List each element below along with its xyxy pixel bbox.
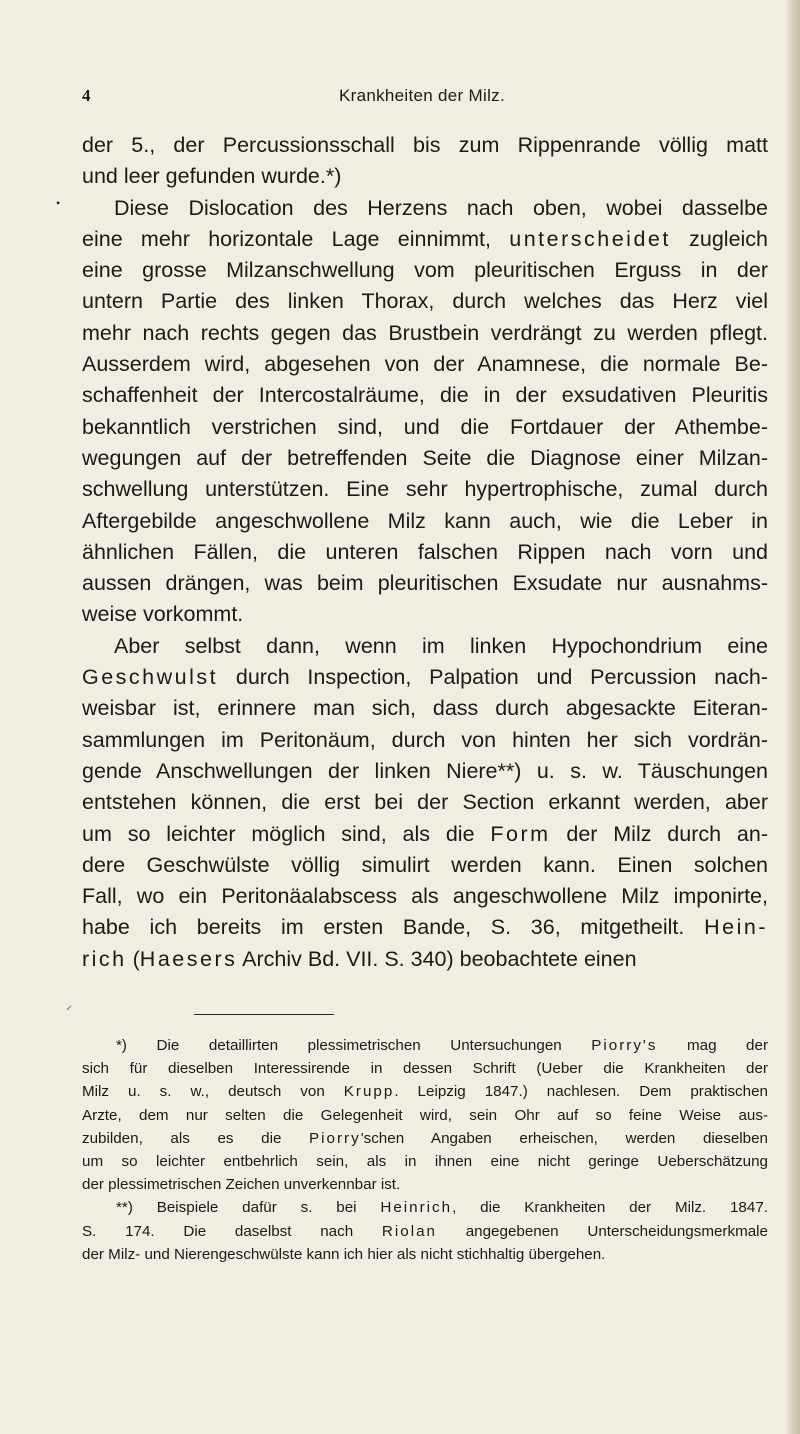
text-line (82, 787, 768, 818)
text-line (82, 693, 768, 724)
text-run: Fall, wo ein Peritonäalabscess als angeschwollene Milz imponirte, (82, 884, 768, 909)
text-run: eine mehr horizontale Lage einnimmt, (82, 226, 510, 251)
text-line (82, 193, 768, 224)
footnote-line (82, 1034, 768, 1057)
text-run: der Milz durch an- (550, 821, 768, 846)
text-line (82, 568, 768, 599)
text-run: mag der (657, 1037, 769, 1054)
text-line (82, 443, 768, 474)
text-run: Aftergebilde angeschwollene Milz kann auch, wie die Leber in (82, 508, 768, 533)
text-line (82, 255, 768, 286)
text-run: der 5., der Percussionsschall bis zum Rippenrande völlig matt (82, 133, 768, 157)
emphasis-spaced: Krupp (343, 1083, 395, 1101)
text-line (82, 599, 768, 630)
footnote-line (82, 1127, 768, 1150)
text-run: angegebenen Unterscheidungsmerkmale (436, 1222, 769, 1240)
text-run: Milz u. s. w., deutsch von (82, 1083, 344, 1101)
text-run: *) Die detaillirten plessimetrischen Untersuchungen (116, 1037, 592, 1054)
text-run: der plessimetrischen Zeichen unverkennbar ist. (82, 1176, 401, 1194)
footnote-separator (194, 1014, 334, 1015)
main-text (82, 130, 768, 975)
footnote-line (82, 1196, 768, 1219)
emphasis-spaced: rich (82, 946, 127, 971)
text-run: schwellung unterstützen. Eine sehr hypertrophische, zumal durch (82, 477, 768, 502)
footnote-line (82, 1150, 768, 1173)
text-run: sammlungen im Peritonäum, durch von hinten her sich vordrän- (82, 727, 768, 752)
text-run: entstehen können, die erst bei der Section erkannt werden, aber (82, 790, 768, 815)
text-run: schaffenheit der Intercostalräume, die in der exsudativen Pleuritis (82, 383, 768, 408)
text-run: Ausserdem wird, abgesehen von der Anamnese, die normale Be- (82, 352, 768, 377)
text-run: sich für dieselben Interessirende in dessen Schrift (Ueber die Krankheiten der (82, 1060, 768, 1078)
text-line (82, 130, 768, 161)
page-spine-edge (786, 0, 800, 1434)
text-line (82, 318, 768, 349)
text-run: der Milz- und Nierengeschwülste kann ich hier als nicht stichhaltig übergehen. (82, 1245, 606, 1263)
text-run: um so leichter entbehrlich sein, als in ihnen eine nicht geringe Ueberschätzung (82, 1153, 768, 1171)
text-run: habe ich bereits im ersten Bande, S. 36, mitgetheilt. (82, 915, 705, 940)
emphasis-spaced: Haesers (139, 946, 238, 971)
emphasis-spaced: Heinrich (380, 1199, 453, 1217)
text-line (82, 631, 768, 662)
emphasis-spaced: Geschwulst (82, 665, 219, 690)
text-run: , die Krankheiten der Milz. 1847. (452, 1199, 768, 1217)
footnote-line (82, 1173, 768, 1196)
text-line (82, 725, 768, 756)
footnote-line (82, 1057, 768, 1080)
text-run: gende Anschwellungen der linken Niere**) u. s. w. Täuschungen (82, 758, 768, 783)
text-run: Arzte, dem nur selten die Gelegenheit wird, sein Ohr auf so feine Weise aus- (82, 1106, 768, 1124)
emphasis-spaced: Piorry's (591, 1037, 658, 1054)
footnote-line (82, 1104, 768, 1127)
text-run: bekanntlich verstrichen sind, und die Fortdauer der Athembe- (82, 414, 768, 439)
emphasis-spaced: Piorry (309, 1129, 361, 1147)
running-title: Krankheiten der Milz. (339, 86, 505, 105)
footnotes (82, 1034, 768, 1266)
emphasis-spaced: Riolan (381, 1222, 437, 1240)
text-run: weise vorkommt. (82, 602, 244, 627)
text-line (82, 756, 768, 787)
text-run: dere Geschwülste völlig simulirt werden kann. Einen solchen (82, 852, 768, 877)
text-run: untern Partie des linken Thorax, durch welches das Herz viel (82, 289, 768, 314)
text-run: Diese Dislocation des Herzens nach oben, wobei dasselbe (114, 195, 768, 220)
text-run: ( (126, 946, 140, 971)
text-run: und leer gefunden wurde.*) (82, 164, 342, 189)
text-run: 'schen Angaben erheischen, werden dieselben (360, 1129, 768, 1147)
text-run: S. 174. Die daselbst nach (82, 1222, 382, 1240)
text-line (82, 286, 768, 317)
text-run: weisbar ist, erinnere man sich, dass durch abgesackte Eiteran- (82, 696, 768, 721)
text-line (82, 944, 768, 975)
footnote-line (82, 1243, 768, 1266)
text-run: zubilden, als es die (82, 1129, 310, 1147)
margin-dot-mark: • (56, 196, 61, 210)
text-line (82, 881, 768, 912)
text-run: eine grosse Milzanschwellung vom pleuritischen Erguss in der (82, 258, 768, 283)
emphasis-spaced: Hein- (704, 915, 768, 940)
text-line (82, 506, 768, 537)
page-header (82, 86, 762, 108)
text-line (82, 412, 768, 443)
footnote-line (82, 1080, 768, 1103)
text-line (82, 161, 768, 192)
text-line (82, 850, 768, 881)
text-run: Aber selbst dann, wenn im linken Hypochondrium eine (114, 633, 768, 658)
text-line (82, 662, 768, 693)
emphasis-spaced: unterscheidet (509, 226, 671, 251)
text-line (82, 912, 768, 943)
margin-tick-mark: ⸝ (66, 998, 73, 1012)
text-run: wegungen auf der betreffenden Seite die Diagnose einer Milzan- (82, 445, 768, 470)
text-line (82, 349, 768, 380)
text-run: Archiv Bd. VII. S. 340) beobachtete einen (237, 946, 637, 971)
text-run: durch Inspection, Palpation und Percussion nach- (218, 665, 768, 690)
text-line (82, 819, 768, 850)
text-run: zugleich (670, 226, 769, 251)
emphasis-spaced: Form (490, 821, 551, 846)
text-line (82, 224, 768, 255)
text-run: mehr nach rechts gegen das Brustbein verdrängt zu werden pflegt. (82, 320, 768, 345)
text-line (82, 380, 768, 411)
text-line (82, 537, 768, 568)
text-line (82, 474, 768, 505)
footnote-line (82, 1220, 768, 1243)
text-run: . Leipzig 1847.) nachlesen. Dem praktischen (394, 1083, 768, 1101)
page-number: 4 (82, 86, 91, 105)
text-run: um so leichter möglich sind, als die (82, 821, 491, 846)
text-run: aussen drängen, was beim pleuritischen Exsudate nur ausnahms- (82, 571, 768, 596)
text-run: ähnlichen Fällen, die unteren falschen Rippen nach vorn und (82, 539, 768, 564)
text-run: **) Beispiele dafür s. bei (116, 1199, 381, 1217)
